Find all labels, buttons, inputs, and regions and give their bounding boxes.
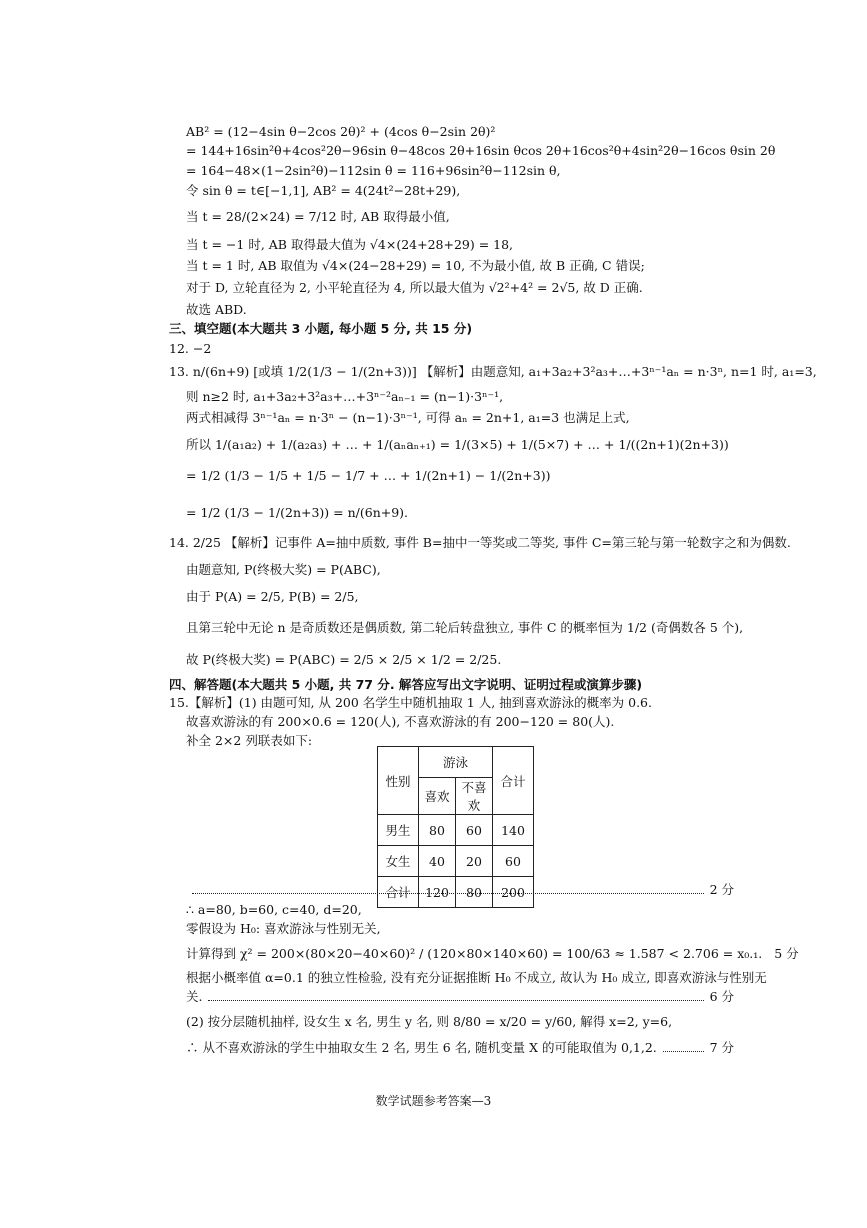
table-row (378, 846, 534, 877)
leader-dots (663, 1051, 704, 1052)
q15-step2: 补全 2×2 列联表如下: (186, 733, 313, 748)
table-row (378, 815, 534, 846)
cell-like: 40 (419, 846, 456, 877)
cell-dislike: 60 (456, 815, 493, 846)
eq-t-one: 当 t = 1 时, AB 取值为 √4×(24−28+29) = 10, 不为最小值, 故 B 正确, C 错误; (186, 258, 645, 273)
q14-step3: 且第三轮中无论 n 是奇质数还是偶质数, 第二轮后转盘独立, 事件 C 的概率恒为 1/2 (奇偶数各 5 个), (186, 620, 744, 635)
section-fill-blank: 三、填空题(本大题共 3 小题, 每小题 5 分, 共 15 分) (169, 321, 473, 336)
cell-dislike: 80 (456, 877, 493, 908)
q14-step1: 由题意知, P(终极大奖) = P(ABC), (186, 562, 381, 577)
eq-substitute: 令 sin θ = t∈[−1,1], AB² = 4(24t²−28t+29), (186, 183, 461, 198)
q13-step4: = 1/2 (1/3 − 1/5 + 1/5 − 1/7 + … + 1/(2n+1) − 1/(2n+3)) (186, 468, 551, 483)
score-line-2 (186, 882, 734, 898)
eq-option-d: 对于 D, 立轮直径为 2, 小平轮直径为 4, 所以最大值为 √2²+4² = 2√5, 故 D 正确. (186, 280, 643, 295)
cell-total: 140 (493, 815, 534, 846)
score-2: 2 分 (709, 882, 734, 897)
abcd-values: ∴ a=80, b=60, c=40, d=20, (186, 902, 362, 917)
eq-min: 当 t = 28/(2×24) = 7/12 时, AB 取得最小值, (186, 209, 450, 224)
page-footer: 数学试题参考答案—3 (375, 1094, 492, 1108)
cell-total: 60 (493, 846, 534, 877)
cell-like: 120 (419, 877, 456, 908)
q13-step5: = 1/2 (1/3 − 1/(2n+3)) = n/(6n+9). (186, 505, 409, 520)
chi-square-line (186, 946, 799, 962)
cell-like: 80 (419, 815, 456, 846)
row-label: 合计 (378, 877, 419, 908)
eq-expand: = 144+16sin²θ+4cos²2θ−96sin θ−48cos 2θ+16sin θcos 2θ+16cos²θ+4sin²2θ−16cos θsin 2θ (186, 143, 776, 158)
q13-head: 13. n/(6n+9) [或填 1/2(1/3 − 1/(2n+3))] 【解析】由题意知, a₁+3a₂+3²a₃+…+3ⁿ⁻¹aₙ = n·3ⁿ, n=1 时, a₁=3, (169, 364, 817, 379)
q13-step3: 所以 1/(a₁a₂) + 1/(a₂a₃) + … + 1/(aₙaₙ₊₁) = 1/(3×5) + 1/(5×7) + … + 1/((2n+1)(2n+3)) (186, 437, 729, 452)
score-7: 7 分 (709, 1040, 734, 1055)
header-total: 合计 (493, 747, 534, 815)
header-dislike: 不喜欢 (456, 778, 493, 815)
part2-result-line (186, 1040, 734, 1056)
q15-step1: 故喜欢游泳的有 200×0.6 = 120(人), 不喜欢游泳的有 200−120 = 80(人). (186, 714, 615, 729)
q13-step2: 两式相减得 3ⁿ⁻¹aₙ = n·3ⁿ − (n−1)·3ⁿ⁻¹, 可得 aₙ = 2n+1, a₁=3 也满足上式, (186, 410, 630, 425)
judgement-2-line (186, 989, 734, 1005)
null-hypothesis: 零假设为 H₀: 喜欢游泳与性别无关, (186, 921, 381, 936)
score-6: 6 分 (709, 989, 734, 1004)
q14-step4: 故 P(终极大奖) = P(ABC) = 2/5 × 2/5 × 1/2 = 2/25. (186, 652, 502, 667)
eq-max: 当 t = −1 时, AB 取得最大值为 √4×(24+28+29) = 18, (186, 237, 514, 252)
eq-simplify: = 164−48×(1−2sin²θ)−112sin θ = 116+96sin²θ−112sin θ, (186, 163, 561, 178)
q14-head: 14. 2/25 【解析】记事件 A=抽中质数, 事件 B=抽中一等奖或二等奖, 事件 C=第三轮与第一轮数字之和为偶数. (169, 535, 791, 550)
row-label: 女生 (378, 846, 419, 877)
judgement-1: 根据小概率值 α=0.1 的独立性检验, 没有充分证据推断 H₀ 不成立, 故认为 H₀ 成立, 即喜欢游泳与性别无 (186, 970, 767, 985)
part2-sampling: (2) 按分层随机抽样, 设女生 x 名, 男生 y 名, 则 8/80 = x/20 = y/60, 解得 x=2, y=6, (186, 1014, 673, 1029)
chi-square: 计算得到 χ² = 200×(80×20−40×60)² / (120×80×140×60) = 100/63 ≈ 1.587 < 2.706 = x₀.₁. (186, 946, 763, 961)
row-label: 男生 (378, 815, 419, 846)
header-like: 喜欢 (419, 778, 456, 815)
q12-answer: 12. −2 (169, 341, 212, 356)
leader-dots (208, 1000, 703, 1001)
cell-total: 200 (493, 877, 534, 908)
judgement-2: 关. (186, 989, 203, 1004)
q15-head: 15.【解析】(1) 由题可知, 从 200 名学生中随机抽取 1 人, 抽到喜欢游泳的概率为 0.6. (169, 695, 652, 710)
part2-result: ∴ 从不喜欢游泳的学生中抽取女生 2 名, 男生 6 名, 随机变量 X 的可能取值为 0,1,2. (186, 1040, 657, 1055)
score-5: 5 分 (774, 946, 799, 961)
eq-ab-squared: AB² = (12−4sin θ−2cos 2θ)² + (4cos θ−2sin 2θ)² (186, 124, 496, 139)
section-answer: 四、解答题(本大题共 5 小题, 共 77 分. 解答应写出文字说明、证明过程或演算步骤) (169, 677, 643, 692)
q14-step2: 由于 P(A) = 2/5, P(B) = 2/5, (186, 589, 359, 604)
header-gender: 性别 (378, 747, 419, 815)
cell-dislike: 20 (456, 846, 493, 877)
choose-abd: 故选 ABD. (186, 302, 247, 317)
header-swim: 游泳 (419, 747, 493, 778)
q13-step1: 则 n≥2 时, a₁+3a₂+3²a₃+…+3ⁿ⁻²aₙ₋₁ = (n−1)·3ⁿ⁻¹, (186, 389, 504, 404)
leader-dots (192, 893, 704, 894)
